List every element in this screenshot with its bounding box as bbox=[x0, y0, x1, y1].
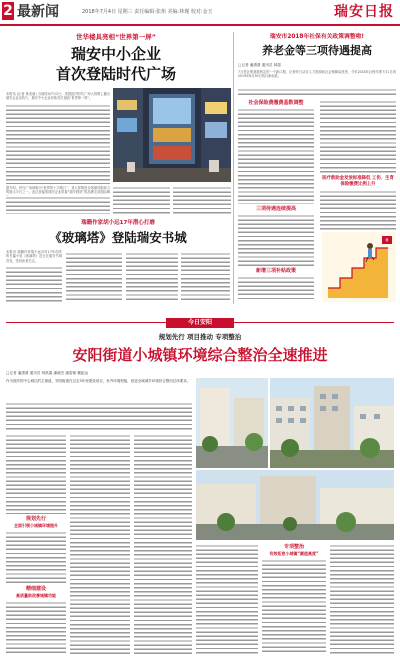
story3-kicker: 瑞安市2018年社保有关政策调整啦! bbox=[269, 34, 365, 40]
story4-subhead-1b: 全面引领小城镇环境提升 bbox=[14, 523, 58, 528]
edition-meta: 2018年7月4日 星期三 责任编辑:张焰 美编:林瑾 校对:金玉 bbox=[82, 9, 213, 15]
story2-body-column-2 bbox=[66, 252, 122, 302]
story3-title: 养老金等三项待遇提高 bbox=[262, 44, 372, 57]
svg-text:¥: ¥ bbox=[385, 238, 389, 244]
masthead-logo: 瑞安日报 bbox=[334, 4, 394, 20]
story3-body-column-1b bbox=[238, 214, 314, 266]
story4-body-column-5 bbox=[262, 559, 326, 654]
times-square-illustration bbox=[113, 88, 231, 182]
story1-title: 瑞安中小企业 首次登陆时代广场 bbox=[55, 45, 176, 83]
story3-body-column-1c bbox=[238, 276, 314, 302]
section-title: 最新闻 bbox=[17, 4, 59, 20]
pension-stairs-illustration bbox=[322, 232, 396, 302]
story4-kicker: 规划先行 项目推动 专项整治 bbox=[158, 333, 242, 341]
story3-subhead-4: 新增三项补贴政策 bbox=[255, 268, 296, 274]
story4-lead-cont bbox=[6, 402, 192, 432]
story4-subhead-2: 精细建设 bbox=[25, 586, 46, 592]
story4-lead: 作为瑞安的中心城区的主街道，安阳街道在过去3年里建设项目，补齐环境短板，营造全域城乡环境综合整治总体要求。 bbox=[6, 379, 191, 383]
story4-body-column-1b bbox=[6, 531, 66, 583]
story1-body-column-1 bbox=[6, 104, 110, 184]
story4-subhead-2b: 高质量助改善城镇功能 bbox=[16, 593, 56, 598]
street-illustration-1 bbox=[270, 378, 394, 468]
story1-body-column-1b bbox=[6, 196, 110, 214]
story2-kicker: 瑞籍作家胡小远17年潜心打磨 bbox=[81, 220, 155, 226]
story1-lead: 本报讯 (记者 林美丽) 当地时间7月2日，美国纽约时代广场大屏幕上播出瑞安企业宣传片，瑞安中小企业形象首次登陆“世界第一屏”。 bbox=[6, 92, 110, 101]
story3-subhead-3: 医疗救助金发放标准降低 工伤、生育保险缴费比例上升 bbox=[322, 176, 394, 187]
story2-title: 《玻璃塔》登陆瑞安书城 bbox=[49, 230, 187, 245]
story4-byline: □记者 潘潇潇 通讯员 林晨露 潘晓杰 潘碧敏 戴振远 bbox=[6, 371, 89, 375]
story3-subhead-2: 三项待遇连续提高 bbox=[255, 206, 296, 212]
story4-body-column-3 bbox=[134, 434, 192, 654]
story4-body-column-6 bbox=[330, 544, 394, 654]
page-number: 2 bbox=[3, 3, 13, 19]
times-square-photo bbox=[113, 88, 231, 182]
street-illustration-2 bbox=[196, 378, 268, 468]
anyang-street-photo-1 bbox=[270, 378, 394, 468]
story1-kicker: 世华楼具亮相“世界第一屏” bbox=[75, 33, 157, 41]
story2-lead: 本报讯 瑞籍作家胡小远历时17年创作的长篇小说《玻璃塔》近日在瑞安书城首发，受到读者关注。 bbox=[6, 250, 62, 263]
anyang-street-photo-3 bbox=[196, 470, 394, 540]
column-rule bbox=[233, 32, 234, 304]
story2-body-column-3 bbox=[126, 252, 178, 302]
story3-byline: □记者 潘潇潇 通讯员 林超 bbox=[238, 63, 281, 67]
story1-body-column-3 bbox=[173, 186, 231, 214]
story1-body-column-2 bbox=[113, 186, 170, 214]
story3-body-column-1a bbox=[238, 108, 314, 204]
story3-lead: 7月是社保基数核定的一个新口期，记者昨日从市人力资源和社会保障局获悉，今年2018年社保年度7月1日到2019年6月30日执行新标准。 bbox=[238, 70, 396, 79]
story4-title: 安阳街道小城镇环境综合整治全速推进 bbox=[72, 346, 328, 364]
story4-body-column-4 bbox=[196, 544, 258, 654]
street-illustration-3 bbox=[196, 470, 394, 540]
story4-subhead-3b: 有效拓宽小城镇“颜值高度” bbox=[269, 551, 319, 556]
story2-body-column-1 bbox=[6, 266, 62, 302]
story4-body-column-2 bbox=[70, 434, 130, 654]
story4-subhead-1: 规划先行 bbox=[25, 516, 46, 522]
stairs-icon bbox=[322, 232, 396, 302]
story4-subhead-3: 专项整治 bbox=[283, 544, 304, 550]
story3-body-column-2b bbox=[320, 190, 396, 230]
story3-body-column-2a bbox=[320, 100, 396, 174]
story2-body-column-4 bbox=[181, 252, 230, 302]
story3-subhead-1: 社会保险费缴费基数调整 bbox=[248, 100, 304, 106]
story4-body-column-1c bbox=[6, 601, 66, 654]
story4-body-column-1a bbox=[6, 434, 66, 514]
anyang-street-photo-2 bbox=[196, 378, 268, 468]
story1-rest: 据介绍，时代广场被称为“世界的十字路口”，其大屏幕是全球最具影响力的展示平台之一。此次登陆的瑞安企业带着“瑞安制造”的品牌走向国际舞 bbox=[6, 186, 110, 195]
story3-lead-cont bbox=[238, 88, 396, 96]
section-tag: 今日安阳 bbox=[166, 318, 234, 328]
